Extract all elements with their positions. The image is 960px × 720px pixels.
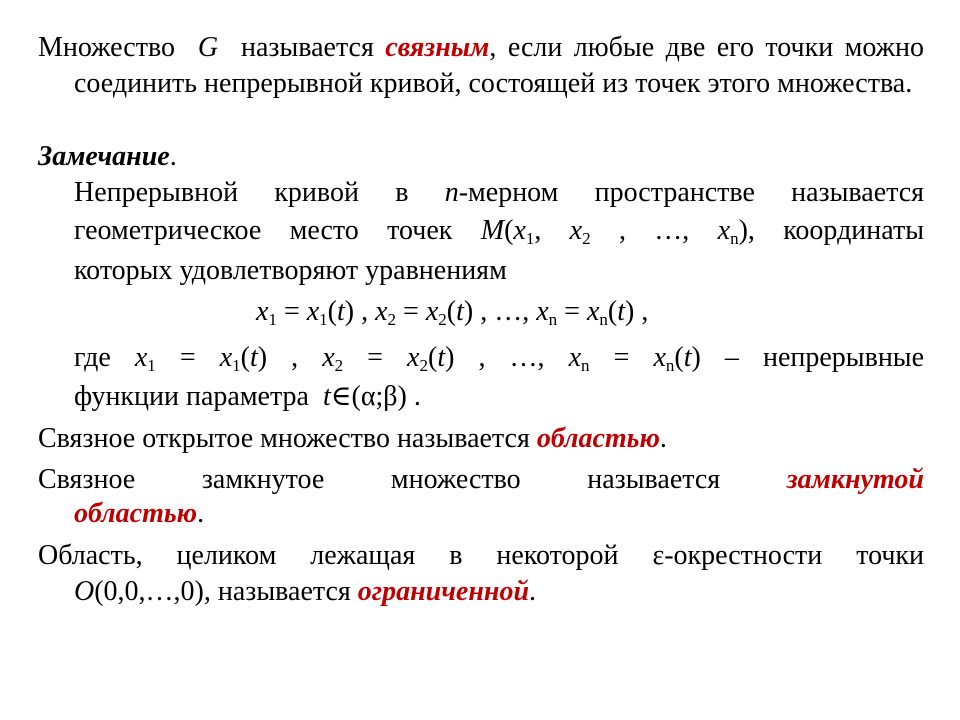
term-connected: связным [385, 32, 490, 63]
parametric-equations: $x_1 = x_1(t)$ , $x_2 = x_2(t)$ , …, $x_n = x_n(t)$ , [256, 296, 649, 329]
definition-connected: Множество G называется связным, если любые две его точки можно соединить непрерывной кривой, состоящей из точек этого множества. [38, 32, 924, 99]
point-M-formula: $M(x_1$, $x_2$ , …, $x_n$), [480, 215, 784, 248]
remark-line-1: Непрерывной кривой в n-мерном пространстве называется [74, 177, 925, 208]
term-closed-domain: областью [74, 498, 198, 529]
remark-title: Замечание. [38, 141, 177, 172]
definition-closed-domain-line-1: Связное замкнутое множество называется замкнутой [38, 464, 925, 495]
remark-line-3: которых удовлетворяют уравнениям [74, 255, 507, 286]
term-bounded: ограниченной [357, 576, 530, 607]
remark-where-line: где $x_1 = x_1(t)$ , $x_2 = x_2(t)$ , …, $x_n = x_n(t)$ – непрерывные [74, 342, 925, 375]
definition-closed-domain-line-2: областью. [74, 498, 205, 529]
definition-domain: Связное открытое множество называется областью. [38, 423, 667, 454]
term-domain: областью [536, 423, 660, 454]
definition-bounded-line-1: Область, целиком лежащая в некоторой ε-окрестности точки [38, 540, 925, 571]
remark-line-2: геометрическое место точек $M(x_1$, $x_2$ , …, $x_n$), координаты [74, 215, 925, 248]
remark-parameter-line: функции параметра t∈(α;β) . [74, 381, 421, 412]
set-G: G [197, 32, 219, 63]
term-closed: замкнутой [786, 464, 925, 495]
where-equations: $x_1 = x_1(t)$ , [134, 342, 299, 375]
definition-bounded-line-2: O(0,0,…,0), называется ограниченной. [74, 576, 537, 607]
